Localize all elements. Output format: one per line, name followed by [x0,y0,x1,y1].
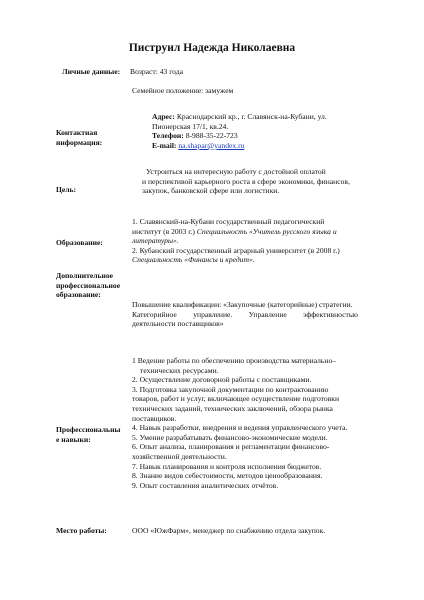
goal-line1: Устроиться на интересную работу с достойной оплатой [146,167,326,176]
phone-label: Телефон: [152,131,184,141]
contacts-block [152,112,327,150]
work-value: ООО «ЮжФарм», менеджер по снабжению отдела закупок. [132,526,326,535]
education-label: Образование: [56,238,103,247]
skills-line: 5. Умение разрабатывать финансово-экономические модели. [132,432,328,442]
skills-line: поставщиков. [132,413,177,423]
education-item1-prefix: институт (в 2003 г.) [132,226,197,236]
work-label: Место работы: [56,526,107,535]
skills-label-line2: е навыки: [56,434,91,444]
skills-line: хозяйственной деятельности. [132,451,227,461]
skills-line: 8. Знание видов себестоимости, методов ценообразования. [132,471,323,481]
skills-line: 3. Подготовка закупочной документации по контрактованию [132,384,329,394]
additional-education-word: Управление [248,309,287,319]
skills-line: 7. Навык планирования и контроля исполнения бюджетов. [132,461,322,471]
skills-label [56,425,136,444]
additional-education-text [132,300,358,329]
goal-text [142,167,350,196]
skills-line: 6. Опыт анализа, планирования и регламентации финансово- [132,442,330,452]
additional-education-label-line3: образование: [56,290,101,300]
personal-label: Личные данные: [62,67,121,76]
goal-line2: и перспективой карьерного роста в сфере экономики, финансов, [142,176,350,186]
additional-education-line1: Повышение квалификации: «Закупочные (категорийные) стратегии. [132,300,353,309]
contacts-label [56,128,136,147]
additional-education-word: Категорийное [132,309,177,319]
additional-education-label-line2: профессиональное [56,280,121,290]
phone-value: 8-988-35-22-723 [185,131,238,141]
education-item2-specialty: Специальность «Финансы и кредит». [132,255,255,265]
education-item1-line1: 1. Славянский-на-Кубани государственный педагогический [132,217,325,226]
education-item2-line1: 2. Кубанский государственный аграрный университет (в 2008 г.) [132,245,340,255]
skills-line: технических заданий, технических заключений, обзора рынка [132,403,333,413]
additional-education-label [56,271,136,300]
education-item1-specialty-cont: литературы». [132,236,179,246]
marital-status-text: Семейное положение: замужем [132,86,234,95]
skills-line: товаров, работ и услуг, включающее осуществление подготовки [132,394,340,404]
goal-label: Цель: [56,185,77,194]
address-label: Адрес: [152,112,175,121]
skills-label-line1: Профессиональны [56,425,121,434]
skills-line: 4. Навык разработки, внедрения и ведения управленческого учета. [132,423,348,433]
skills-line: 9. Опыт составления аналитических отчётов. [132,480,279,490]
education-text [132,217,340,265]
goal-line3: закупок, банковской сфере или логистики. [142,186,280,196]
address-line2: Пионерская 17/1, кв.24. [152,121,229,131]
contacts-label-line1: Контактная [56,128,98,137]
additional-education-label-line1: Дополнительное [56,271,114,280]
email-link[interactable]: na.shapar@yandex.ru [178,140,245,150]
skills-line: 2. Осуществление договорной работы с поставщиками. [132,375,312,385]
skills-line: технических ресурсами. [140,365,219,375]
skills-list [132,356,347,490]
additional-education-line2 [132,310,358,320]
contacts-label-line2: информация: [56,137,103,147]
skills-line: 1 Ведение работы по обеспечению производства материально– [132,356,337,365]
education-item1-specialty: Специальность «Учитель русского языка и [196,226,337,236]
page-title: Пиструил Надежда Николаевна [128,42,296,54]
additional-education-word: эффективностью [303,309,358,319]
age-text: Возраст: 43 года [130,67,183,76]
additional-education-line3: деятельности поставщиков» [132,319,224,329]
address-line1: Краснодарский кр., г. Славянск-на-Кубани, ул. [176,112,327,121]
additional-education-word: управление. [193,309,233,319]
email-label: E-mail: [152,140,177,150]
